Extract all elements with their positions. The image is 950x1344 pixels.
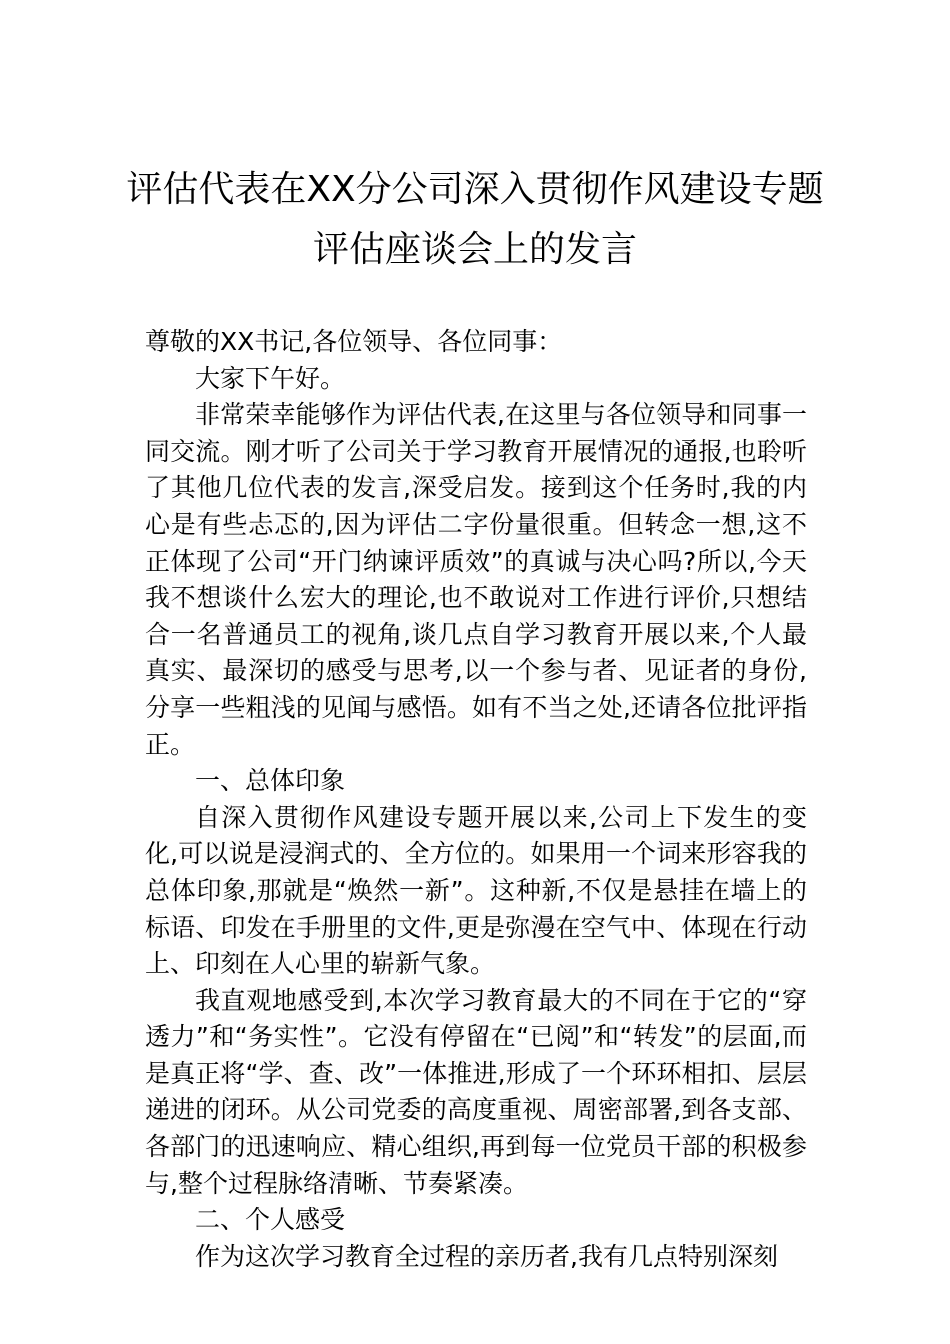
document-body <box>145 324 807 1275</box>
paragraph-intro: 非常荣幸能够作为评估代表,在这里与各位领导和同事一同交流。刚才听了公司关于学习教育开展情况的通报,也聆听了其他几位代表的发言,深受启发。接到这个任务时,我的内心是有些忐忑的,因为评估二字份量很重。但转念一想,这不正体现了公司“开门纳谏评质效”的真诚与决心吗?所以,今天我不想谈什么宏大的理论,也不敢说对工作进行评价,只想结合一名普通员工的视角,谈几点自学习教育开展以来,个人最真实、最深切的感受与思考,以一个参与者、见证者的身份,分享一些粗浅的见闻与感悟。如有不当之处,还请各位批评指正。 <box>145 400 807 759</box>
section-heading-overall: 一、总体印象 <box>195 766 346 796</box>
salutation: 尊敬的XX书记,各位领导、各位同事： <box>145 327 563 356</box>
paragraph-greeting: 大家下午好。 <box>195 363 346 393</box>
paragraph-overall-impression: 自深入贯彻作风建设专题开展以来,公司上下发生的变化,可以说是浸润式的、全方位的。如果用一个词来形容我的总体印象,那就是“焕然一新”。这种新,不仅是悬挂在墙上的标语、印发在手册里的文件,更是弥漫在空气中、体现在行动上、印刻在人心里的崭新气象。 <box>145 802 807 979</box>
paragraph-personal-start: 作为这次学习教育全过程的亲历者,我有几点特别深刻 <box>195 1241 778 1271</box>
section-heading-personal: 二、个人感受 <box>195 1205 346 1235</box>
paragraph-direct-feeling: 我直观地感受到,本次学习教育最大的不同在于它的“穿透力”和“务实性”。它没有停留在“已阅”和“转发”的层面,而是真正将“学、查、改”一体推进,形成了一个环环相扣、层层递进的闭环。从公司党委的高度重视、周密部署,到各支部、各部门的迅速响应、精心组织,再到每一位党员干部的积极参与,整个过程脉络清晰、节奏紧凑。 <box>145 985 807 1198</box>
document-title: 评估代表在XX分公司深入贯彻作风建设专题评估座谈会上的发言 <box>126 169 824 270</box>
